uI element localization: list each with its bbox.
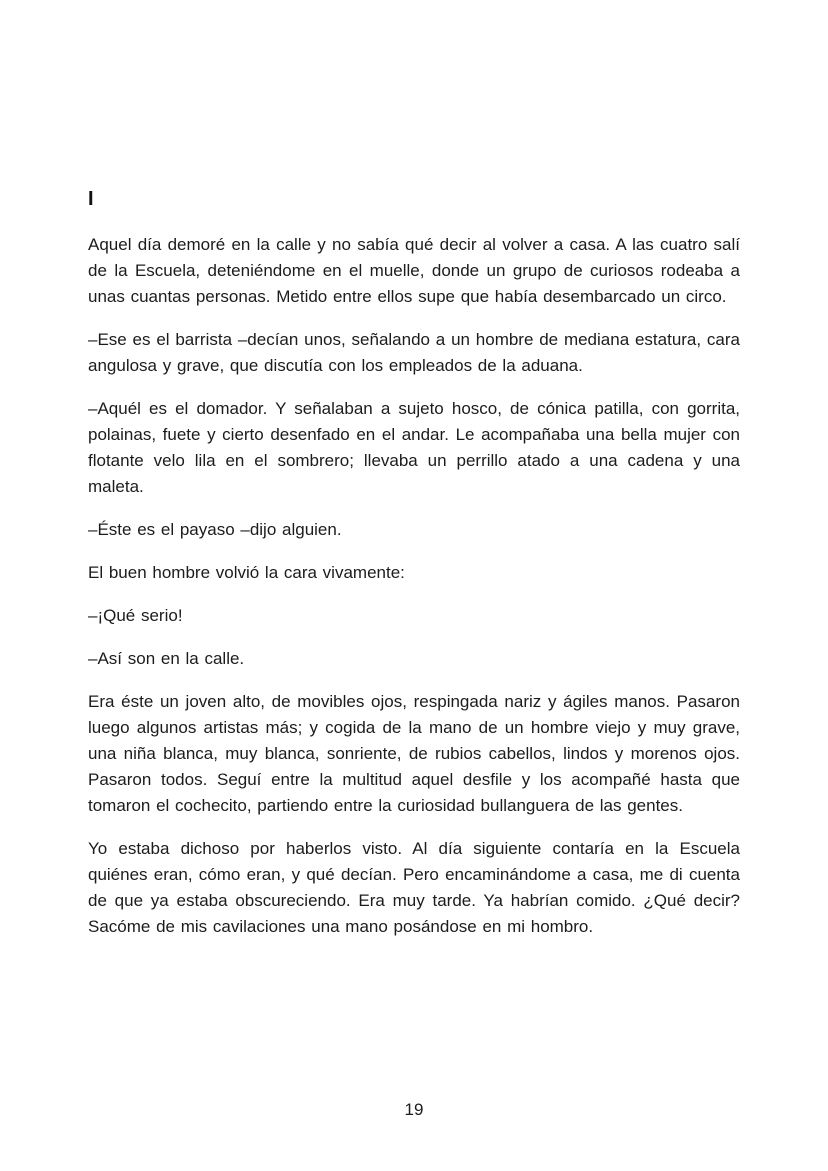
paragraph-4: –Éste es el payaso –dijo alguien. [88,520,342,539]
paragraph-7: –Así son en la calle. [88,649,245,668]
paragraph-1: Aquel día demoré en la calle y no sabía qué decir al volver a casa. A las cuatro salí de la Escuela, deteniéndome en el muelle, donde un grupo de curiosos rodeaba a unas cuantas personas. Metido entre ellos supe que había desembarcado un circo. [88,235,740,306]
page-number: 19 [404,1100,424,1119]
paragraph-8: Era éste un joven alto, de movibles ojos, respingada nariz y ágiles manos. Pasaron luego algunos artistas más; y cogida de la mano de un hombre viejo y muy grave, una niña blanca, muy blanca, sonriente, de rubios cabellos, lindos y morenos ojos. Pasaron todos. Seguí entre la multitud aquel desfile y los acompañé hasta que tomaron el cochecito, partiendo entre la curiosidad bullanguera de las gentes. [88,692,740,815]
paragraph-6: –¡Qué serio! [88,606,183,625]
paragraph-9: Yo estaba dichoso por haberlos visto. Al día siguiente contaría en la Escuela quiénes eran, cómo eran, y qué decían. Pero encaminándome a casa, me di cuenta de que ya estaba obscureciendo. Era muy tarde. Ya habrían comido. ¿Qué decir? Sacóme de mis cavilaciones una mano posándose en mi hombro. [88,839,740,936]
chapter-heading: I [88,188,94,210]
paragraph-5: El buen hombre volvió la cara vivamente: [88,563,405,582]
paragraph-2: –Ese es el barrista –decían unos, señalando a un hombre de mediana estatura, cara angulosa y grave, que discutía con los empleados de la aduana. [88,330,740,375]
paragraph-3: –Aquél es el domador. Y señalaban a sujeto hosco, de cónica patilla, con gorrita, polainas, fuete y cierto desenfado en el andar. Le acompañaba una bella mujer con flotante velo lila en el sombrero; llevaba un perrillo atado a una cadena y una maleta. [88,399,740,496]
